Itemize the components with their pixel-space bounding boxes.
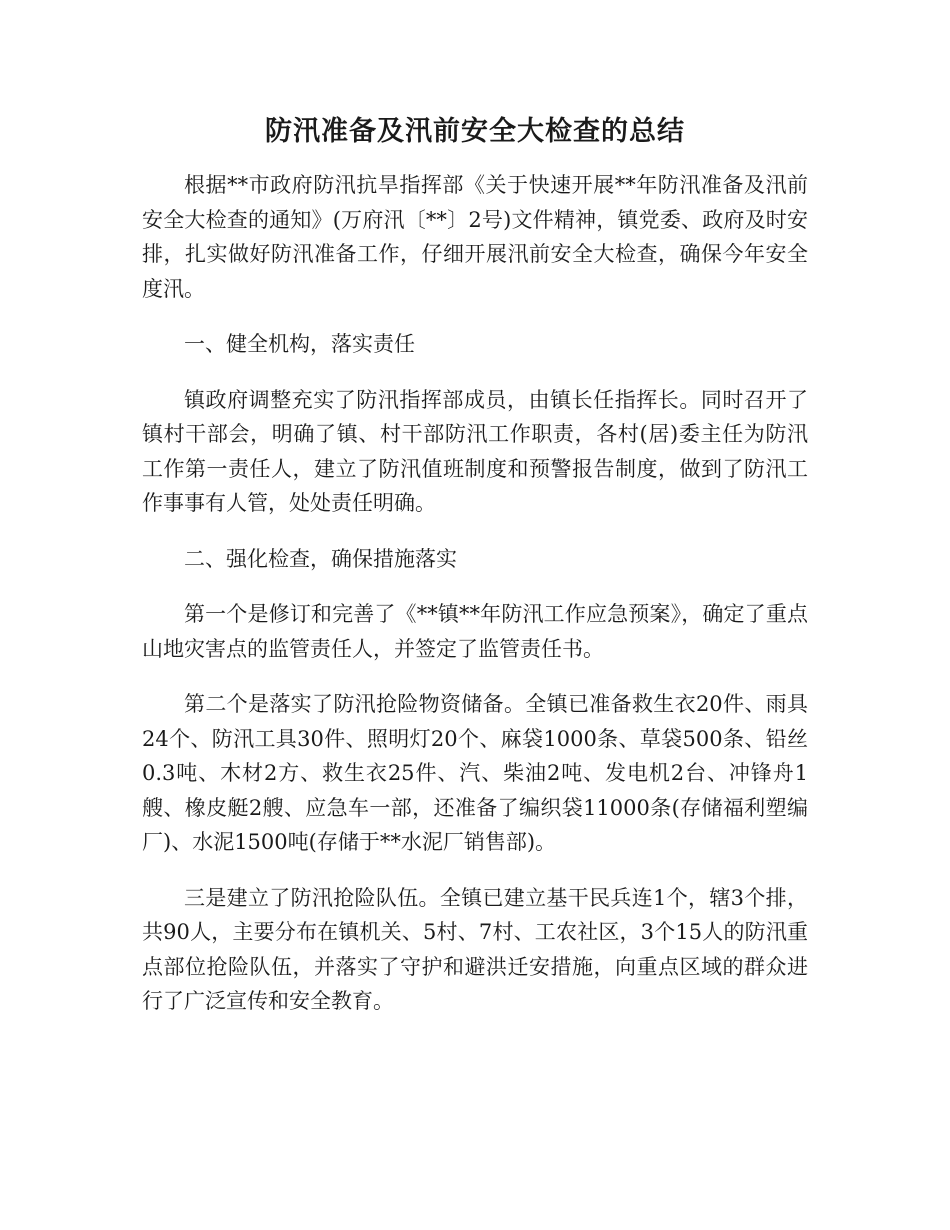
paragraph-measure-1: 第一个是修订和完善了《**镇**年防汛工作应急预案》，确定了重点山地灾害点的监管责任人，并签定了监管责任书。 (142, 602, 808, 661)
paragraph-section-1: 镇政府调整充实了防汛指挥部成员，由镇长任指挥长。同时召开了镇村干部会，明确了镇、村干部防汛工作职责，各村(居)委主任为防汛工作第一责任人，建立了防汛值班制度和预警报告制度，做到了防汛工作事事有人管，处处责任明确。 (142, 387, 808, 515)
section-heading-2: 二、强化检查，确保措施落实 (184, 546, 457, 571)
paragraph-intro: 根据**市政府防汛抗旱指挥部《关于快速开展**年防汛准备及汛前安全大检查的通知》(万府汛〔**〕2号)文件精神，镇党委、政府及时安排，扎实做好防汛准备工作，仔细开展汛前安全大检查，确保今年安全度汛。 (142, 173, 808, 301)
document-page (142, 110, 808, 1040)
paragraph-measure-2: 第二个是落实了防汛抢险物资储备。全镇已准备救生衣20件、雨具24个、防汛工具30件、照明灯20个、麻袋1000条、草袋500条、铅丝0.3吨、木材2方、救生衣25件、汽、柴油2吨、发电机2台、冲锋舟1艘、橡皮艇2艘、应急车一部，还准备了编织袋11000条(存储福利塑编厂)、水泥1500吨(存储于**水泥厂销售部)。 (142, 692, 808, 854)
document-title: 防汛准备及汛前安全大检查的总结 (265, 116, 685, 147)
paragraph-measure-3: 三是建立了防汛抢险队伍。全镇已建立基干民兵连1个，辖3个排，共90人，主要分布在镇机关、5村、7村、工农社区，3个15人的防汛重点部位抢险队伍，并落实了守护和避洪迁安措施，向重点区域的群众进行了广泛宣传和安全教育。 (142, 885, 808, 1013)
section-heading-1: 一、健全机构，落实责任 (184, 332, 415, 356)
